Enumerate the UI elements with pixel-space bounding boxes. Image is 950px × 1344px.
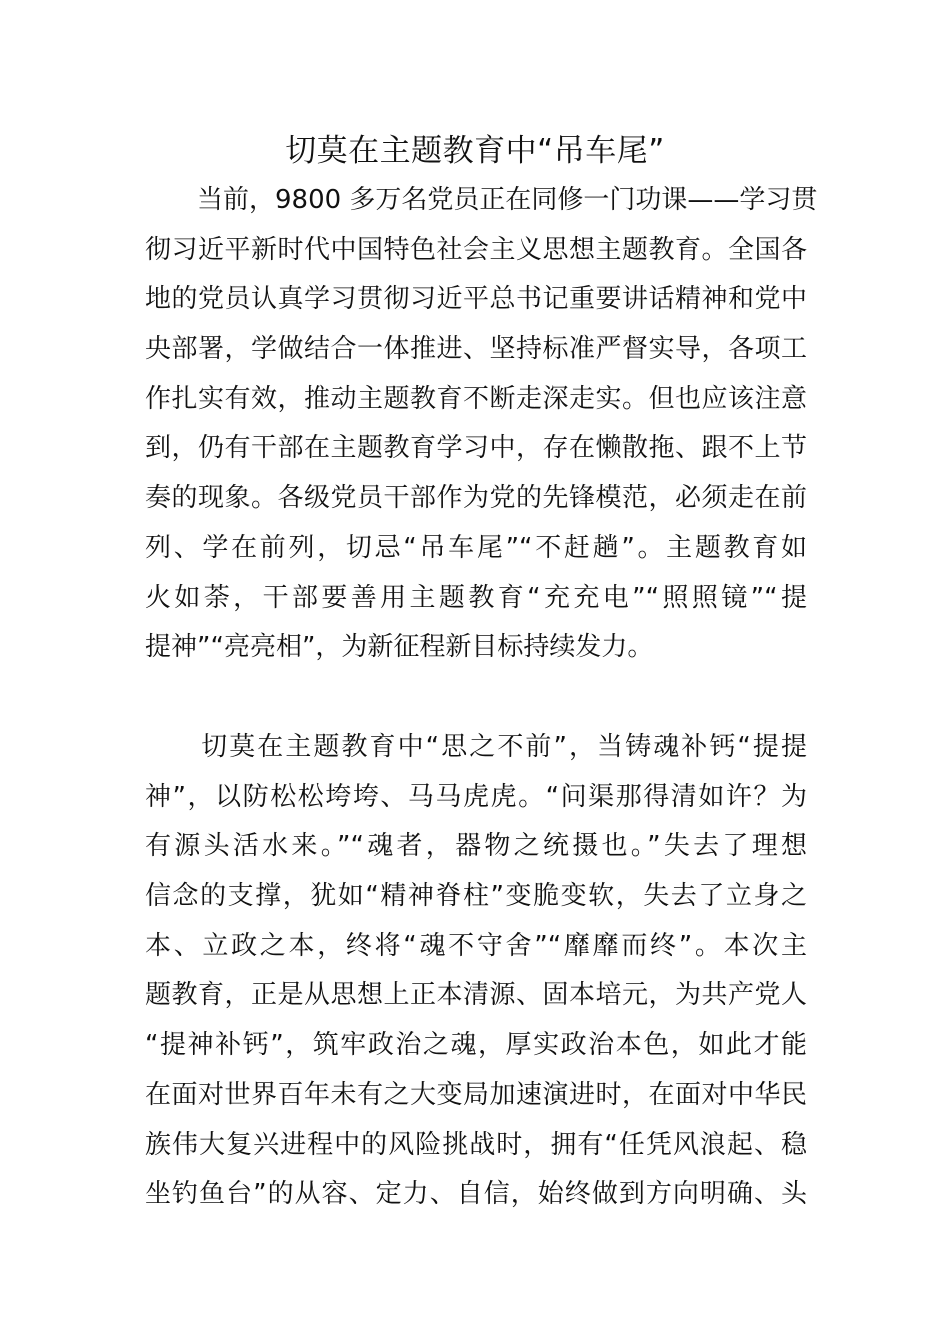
document-title: 切莫在主题教育中“吊车尾” bbox=[285, 133, 665, 169]
paragraph-line: 奏的现象。各级党员干部作为党的先锋模范，必须走在前 bbox=[145, 483, 807, 514]
paragraph-line: 在面对世界百年未有之大变局加速演进时，在面对中华民 bbox=[145, 1079, 807, 1110]
paragraph-line: 族伟大复兴进程中的风险挑战时，拥有“任凭风浪起、稳 bbox=[145, 1129, 807, 1160]
paragraph-line: 火如荼，干部要善用主题教育“充充电”“照照镜”“提 bbox=[145, 582, 807, 613]
paragraph-line: 切莫在主题教育中“思之不前”，当铸魂补钙“提提 bbox=[145, 732, 807, 762]
paragraph-line: 本、立政之本，终将“魂不守舍”“靡靡而终”。本次主 bbox=[145, 930, 807, 961]
paragraph-line: 信念的支撑，犹如“精神脊柱”变脆变软，失去了立身之 bbox=[145, 881, 807, 912]
paragraph-line: 央部署，学做结合一体推进、坚持标准严督实导，各项工 bbox=[145, 334, 807, 365]
paragraph-line: 坐钓鱼台”的从容、定力、自信，始终做到方向明确、头 bbox=[145, 1179, 807, 1210]
paragraph-2 bbox=[145, 723, 807, 1220]
paragraph-1 bbox=[145, 176, 818, 673]
paragraph-line: 列、学在前列，切忌“吊车尾”“不赶趟”。主题教育如 bbox=[145, 532, 807, 563]
paragraph-line: 地的党员认真学习贯彻习近平总书记重要讲话精神和党中 bbox=[145, 284, 807, 315]
paragraph-line: 提神”“亮亮相”，为新征程新目标持续发力。 bbox=[145, 632, 654, 663]
paragraph-line: 神”，以防松松垮垮、马马虎虎。“问渠那得清如许？为 bbox=[145, 781, 807, 812]
paragraph-line: 有源头活水来。”“魂者，器物之统摄也。”失去了理想 bbox=[145, 831, 807, 862]
paragraph-line: 到，仍有干部在主题教育学习中，存在懒散拖、跟不上节 bbox=[145, 433, 807, 464]
paragraph-line: “提神补钙”，筑牢政治之魂，厚实政治本色，如此才能 bbox=[145, 1030, 807, 1061]
paragraph-line: 彻习近平新时代中国特色社会主义思想主题教育。全国各 bbox=[145, 234, 807, 265]
paragraph-line: 作扎实有效，推动主题教育不断走深走实。但也应该注意 bbox=[145, 383, 807, 414]
paragraph-line: 当前，9800 多万名党员正在同修一门功课——学习贯 bbox=[145, 185, 818, 215]
paragraph-line: 题教育，正是从思想上正本清源、固本培元，为共产党人 bbox=[145, 980, 807, 1011]
